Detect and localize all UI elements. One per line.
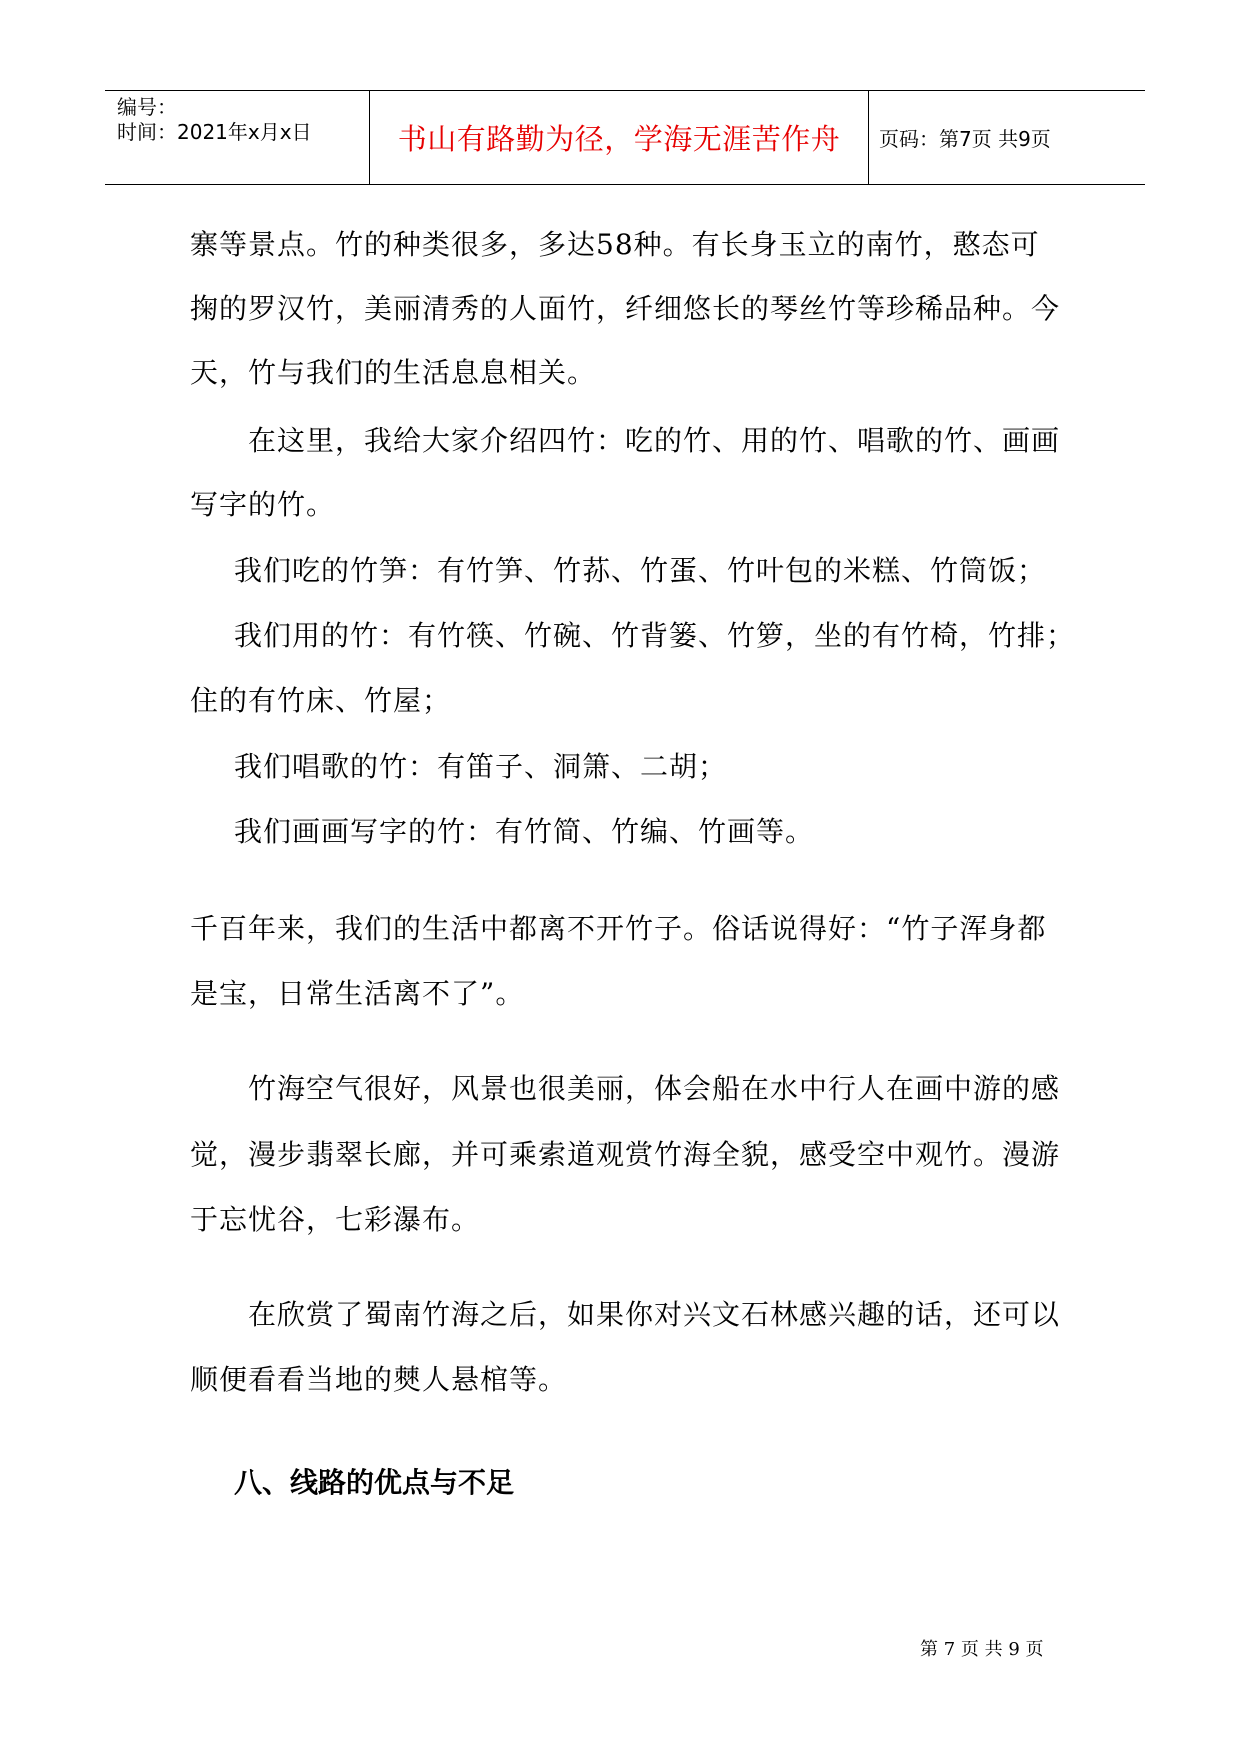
paragraph-line: 千百年来，我们的生活中都离不开竹子。俗话说得好：“竹子浑身都 xyxy=(190,912,1047,945)
header-info-cell xyxy=(105,91,369,184)
paragraph-line: 我们唱歌的竹：有笛子、洞箫、二胡； xyxy=(234,750,728,783)
paragraph-line: 竹海空气很好，风景也很美丽，体会船在水中行人在画中游的感 xyxy=(248,1072,1061,1105)
paragraph-line: 掬的罗汉竹，美丽清秀的人面竹，纤细悠长的琴丝竹等珍稀品种。今 xyxy=(190,292,1061,325)
paragraph-line: 我们用的竹：有竹筷、竹碗、竹背篓、竹箩，坐的有竹椅，竹排； xyxy=(234,619,1076,652)
paragraph-line: 我们吃的竹笋：有竹笋、竹荪、竹蛋、竹叶包的米糕、竹筒饭； xyxy=(234,554,1047,587)
page-header xyxy=(105,90,1145,185)
paragraph-line: 写字的竹。 xyxy=(190,488,336,521)
paragraph-line: 住的有竹床、竹屋； xyxy=(190,684,452,717)
paragraph-line: 于忘忧谷，七彩瀑布。 xyxy=(190,1203,481,1236)
section-heading: 八、线路的优点与不足 xyxy=(234,1466,515,1499)
paragraph-line: 顺便看看当地的僰人悬棺等。 xyxy=(190,1363,568,1396)
page-footer: 第 7 页 共 9 页 xyxy=(920,1639,1044,1660)
paragraph-line: 在这里，我给大家介绍四竹：吃的竹、用的竹、唱歌的竹、画画 xyxy=(248,424,1061,457)
paragraph-line: 觉，漫步翡翠长廊，并可乘索道观赏竹海全貌，感受空中观竹。漫游 xyxy=(190,1138,1061,1171)
header-motto-cell xyxy=(369,91,869,184)
paragraph-line: 在欣赏了蜀南竹海之后，如果你对兴文石林感兴趣的话，还可以 xyxy=(248,1298,1061,1331)
paragraph-line: 我们画画写字的竹：有竹简、竹编、竹画等。 xyxy=(234,815,815,848)
time-label: 时间：2021年x月x日 xyxy=(117,120,312,144)
paragraph-line: 是宝，日常生活离不了”。 xyxy=(190,977,525,1010)
paragraph-line: 寨等景点。竹的种类很多，多达58种。有长身玉立的南竹，憨态可 xyxy=(190,228,1040,261)
page-number-label: 页码：第7页 共9页 xyxy=(879,127,1051,151)
number-label: 编号： xyxy=(117,95,177,119)
paragraph-line: 天，竹与我们的生活息息相关。 xyxy=(190,356,597,389)
header-page-cell xyxy=(869,91,1145,184)
motto-text: 书山有路勤为径，学海无涯苦作舟 xyxy=(397,122,841,156)
